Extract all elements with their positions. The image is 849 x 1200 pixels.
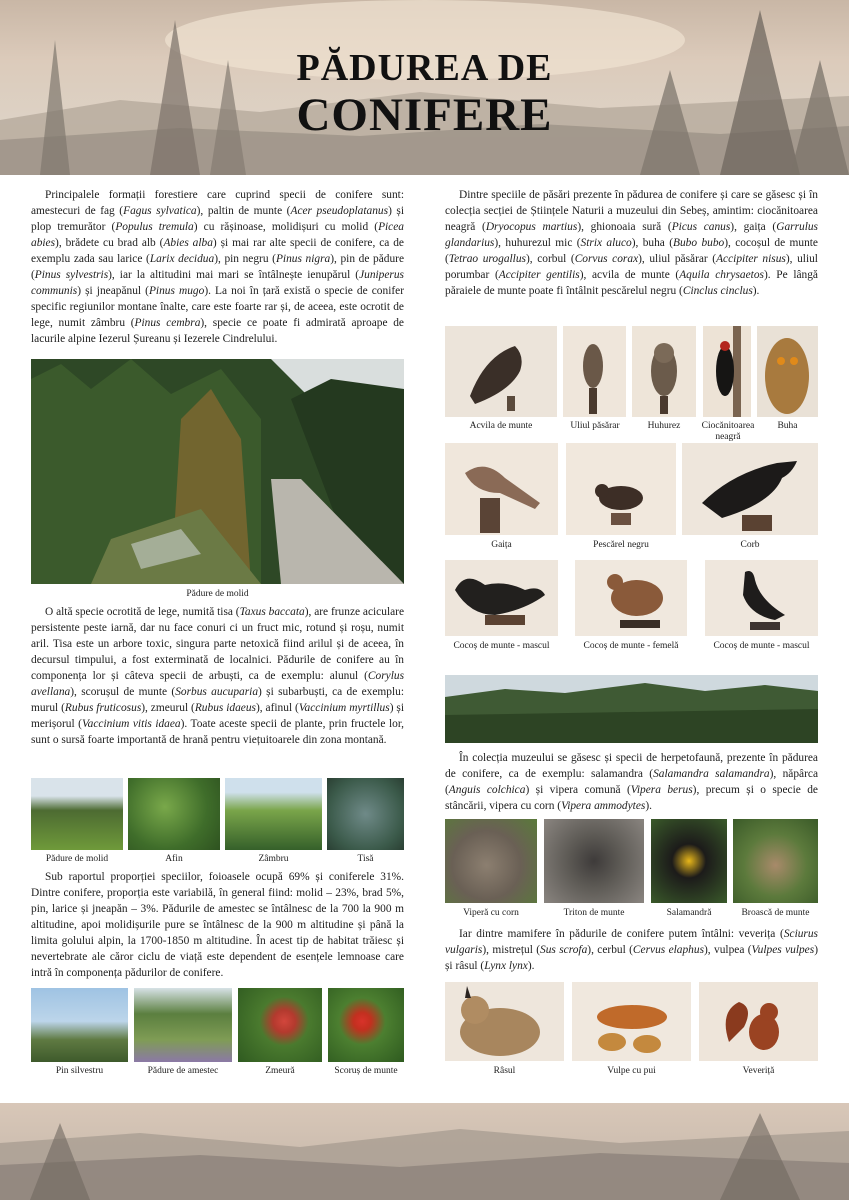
footer-hills [0,1103,849,1200]
caption-horned-viper: Viperă cu corn [463,908,519,918]
photo-tawny-owl [632,326,696,417]
photo-capercaillie-female [575,560,687,636]
photo-raspberry [238,988,322,1062]
caption-scots-pine: Pin silvestru [55,1066,104,1076]
caption-rowan: Scoruș de munte [334,1066,398,1076]
caption-mountain-frog: Broască de munte [741,908,810,918]
left-paragraph-3: Sub raportul proporției speciilor, foioasele ocupă 69% și coniferele 31%. Dintre conifere, proporția este variabilă, în general fiind: molid – 23%, brad 5%, pin, larice și jneapăn – 3%. Pădurile de amestec se întâlnesc de la 700 la 900 m altitudine, apoi molidișurile pure se întâlnesc de la 900 m altitudine și până la limita golului alpin, la 1700-1850 m altitudine. În acest tip de habitat trăiesc și nevertebrate ale căror ciclu de viață este dependent de esențele lemnoase care intră în componența pădurilor de conifere. [31,871,404,979]
caption-sparrowhawk: Uliul păsărar [570,421,620,431]
photo-dipper [566,443,676,535]
caption-lynx: Râsul [493,1066,516,1076]
photo-jay [445,443,558,535]
caption-jay: Gaița [491,540,512,550]
photo-lynx [445,982,564,1061]
caption-capercaillie-male-2: Cocoș de munte - mascul [713,641,810,651]
photo-squirrel [699,982,818,1061]
caption-raspberry: Zmeură [265,1066,295,1076]
caption-black-woodpecker: Ciocănitoarea neagră [701,421,755,442]
photo-fox-with-cubs [572,982,691,1061]
photo-mixed-forest [134,988,232,1062]
header-banner [0,0,849,175]
caption-capercaillie-female: Cocoș de munte - femelă [583,641,679,651]
photo-mountain-newt [544,819,644,903]
photo-mountain-frog [733,819,818,903]
title-line-1: PĂDUREA DE [296,47,553,89]
caption-capercaillie-male-1: Cocoș de munte - mascul [453,641,550,651]
left-paragraph-2: O altă specie ocrotită de lege, numită tisa (Taxus baccata), are frunze aciculare persistente peste iarnă, dar nu face conuri ci un fruct mic, rotund și roșu, numit aril. Tisa este un arbore toxic, singura parte netoxică fiind arilul și de aceea, în decursul timpului, a fost exterminată de localnici. Pădurile de conifere au în componența lor și câteva specii de arbuști, ca de exemplu: alunul (Corylus avellana), scorușul de munte (Sorbus aucuparia) și subarbuști, ca de exemplu: murul (Rubus fruticosus), zmeurul (Rubus idaeus), afinul (Vaccinium myrtillus) și merișorul (Vaccinium vitis idaea). Toate aceste specii de plante, prin fructele lor, sunt o sursă foarte importantă de hrană pentru viețuitoarele din zona montană. [31,606,405,746]
caption-tawny-owl: Huhurez [647,421,681,431]
spruce-forest-photo [31,359,404,584]
photo-horned-viper [445,819,537,903]
caption-dipper: Pescărel negru [593,540,649,550]
photo-scots-pine [31,988,128,1062]
caption-golden-eagle: Acvila de munte [469,421,533,431]
caption-spruce-forest-small: Pădure de molid [45,854,109,864]
photo-capercaillie-male-2 [705,560,818,636]
photo-black-woodpecker [703,326,751,417]
spruce-forest-caption: Pădure de molid [186,589,249,599]
photo-stone-pine [225,778,322,850]
title-line-2: CONIFERE [296,89,553,141]
photo-rowan [328,988,404,1062]
photo-blueberry [128,778,220,850]
right-paragraph-3: Iar dintre mamifere în pădurile de conifere putem întâlni: veverița (Sciurus vulgaris), mistrețul (Sus scrofa), cerbul (Cervus elaphus), vulpea (Vulpes vulpes) și râsul (Lynx lynx). [445,928,818,972]
caption-stone-pine: Zâmbru [258,854,289,864]
caption-yew: Tisă [357,854,374,864]
right-paragraph-1: Dintre speciile de păsări prezente în pădurea de conifere și care se găsesc și în colecția secției de Științele Naturii a muzeului din Sebeș, amintim: ciocănitoarea neagră (Dryocopus martius), ghionoaia sură (Picus canus), gaița (Garrulus glandarius), huhurezul mic (Strix aluco), buha (Bubo bubo), cocoșul de munte (Tetrao urogallus), corbul (Corvus corax), uliul păsărar (Accipiter nisus), uliul porumbar (Accipiter gentilis), acvila de munte (Aquila chrysaetos). Pe lângă păraiele de munte poate fi întâlnit pescărelul negru (Cinclus cinclus). [445,189,818,297]
photo-raven [682,443,818,535]
photo-conifer-panorama [445,675,818,743]
caption-raven: Corb [740,540,760,550]
photo-salamander [651,819,727,903]
caption-squirrel: Veveriță [742,1066,775,1076]
photo-golden-eagle [445,326,557,417]
caption-blueberry: Afin [165,854,183,864]
caption-mixed-forest: Pădure de amestec [147,1066,219,1076]
photo-sparrowhawk [563,326,626,417]
photo-yew [327,778,404,850]
caption-salamander: Salamandră [666,908,712,918]
caption-mountain-newt: Triton de munte [563,908,625,918]
photo-spruce-forest-small [31,778,123,850]
caption-eagle-owl: Buha [777,421,798,431]
photo-eagle-owl [757,326,818,417]
photo-capercaillie-male-1 [445,560,558,636]
footer-landscape [0,1103,849,1200]
left-paragraph-1: Principalele formații forestiere care cuprind specii de conifere sunt: amestecuri de fag (Fagus sylvatica), paltin de munte (Acer pseudoplatanus) și plop tremurător (Populus tremula) cu rășinoase, molidișuri cu molid (Picea abies), brădete cu brad alb (Abies alba) și mai rar alte specii de conifere, ca de exemplu zada sau larice (Larix decidua), pin negru (Pinus nigra), pin de pădure (Pinus sylvestris), iar la altitudini mai mari se întâlnește ienupărul (Juniperus communis) și jneapănul (Pinus mugo). La noi în țară există o specie de conifer specific regiunilor montane înalte, care este foarte rar și, de aceea, este ocrotit de lege, numit zâmbru (Pinus cembra), specie ce poate fi admirată aproape de lacurile alpine Iezerul Șureanu și Iezerele Cindrelului. [31,189,405,345]
right-paragraph-2: În colecția muzeului se găsesc și specii de herpetofaună, prezente în pădurea de conifere, ca de exemplu: salamandra (Salamandra salamandra), năpârca (Anguis colchica) și vipera comună (Vipera berus), precum și o specie de stâncării, vipera cu corn (Vipera ammodytes). [445,752,819,812]
caption-fox-with-cubs: Vulpe cu pui [607,1066,656,1076]
